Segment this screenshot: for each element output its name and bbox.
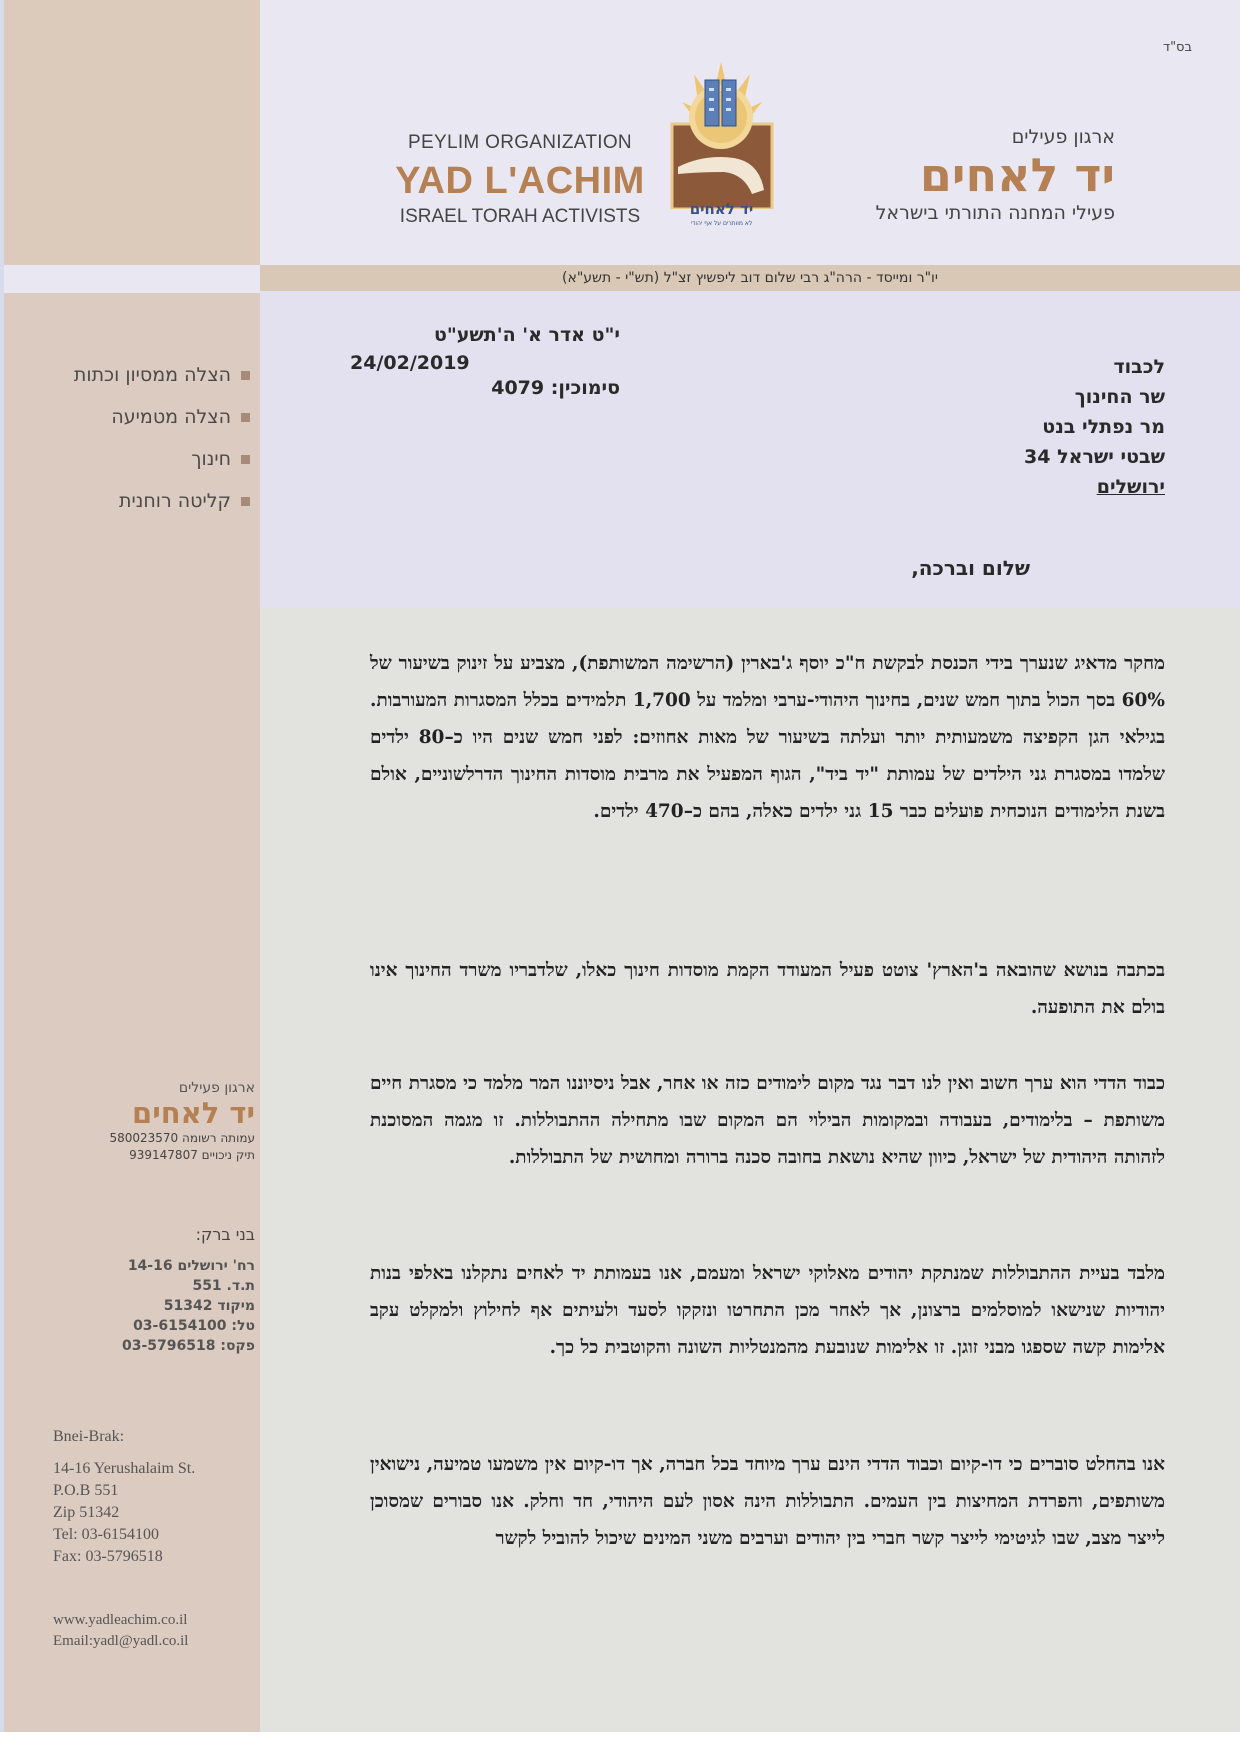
body-paragraph: מחקר מדאיג שנערך בידי הכנסת לבקשת ח"כ יוסף ג'בארין (הרשימה המשותפת), מצביע על זינוק בשיעור של 60% בסך הכול בתוך חמש שנים, בחינוך היהודי-ערבי ומלמד על 1,700 תלמידים בכלל המסגרות המעורבות. בגילאי הגן הקפיצה משמעותית יותר ועלתה בשיעור של מאות אחוזים: לפני חמש שנים היו כ–80 ילדים שלמדו במסגרת גני הילדים של עמותת "יד ביד", הגוף המפעיל את מרבית מוסדות החינוך הדרלשוניים, אולם בשנת הלימודים הנוכחית פועלים כבר 15 גני ילדים כאלה, בהם כ–470 ילדים. (370, 653, 1165, 822)
hebrew-org-label: ארגון פעילים (1011, 126, 1115, 148)
body-paragraph: כבוד הדדי הוא ערך חשוב ואין לנו דבר נגד מקום לימודים כזה או אחר, אבל ניסיוננו המר מלמד כי מסגרת חיים משותפת – בלימודים, בעבודה ובמקומות הבילוי הם המקום שבו מתחילה ההתבוללות. זו מגמה המסוכנת לזהותה היהודית של ישראל, כיוון שהיא נושאת בחובה סכנה ברורה ומחושית של התבוללות. (370, 1073, 1165, 1168)
contact-web (53, 1610, 273, 1652)
recipient-title: שר החינוך (1074, 386, 1165, 408)
sidebar-item-assimilation-rescue: הצלה מטמיעה (30, 396, 250, 438)
address-pob-en: P.O.B 551 (53, 1482, 119, 1499)
square-bullet-icon (241, 497, 250, 506)
hebrew-date: י"ט אדר א' ה'תשע"ט (433, 324, 620, 346)
recipient-city: ירושלים (1096, 476, 1165, 498)
english-org-subtitle: ISRAEL TORAH ACTIVISTS (399, 206, 641, 227)
gregorian-date: 24/02/2019 (350, 352, 470, 374)
body-paragraph: בכתבה בנושא שהובאה ב'הארץ' צוטט פעיל המעודד הקמת מוסדות חינוך כאלו, שלדבריו משרד החינוך אינו בולם את התופעה. (370, 960, 1165, 1018)
square-bullet-icon (241, 413, 250, 422)
sidebar-item-education: חינוך (30, 438, 250, 480)
date-block (350, 320, 620, 400)
sidebar-org-name: יד לאחים (132, 1096, 255, 1130)
address-tel-en: Tel: 03-6154100 (53, 1526, 159, 1543)
english-org-label: PEYLIM ORGANIZATION (408, 132, 632, 153)
sidebar-org-label: ארגון פעילים (178, 1080, 255, 1096)
address-street-he: רח' ירושלים 14-16 (127, 1258, 255, 1274)
english-brand (395, 132, 645, 228)
logo-tagline: לא מוותרים על אף יהודי (690, 220, 753, 227)
sidebar-english-address (53, 1428, 273, 1652)
english-org-name: YAD L'ACHIM (395, 160, 645, 202)
website-link[interactable]: www.yadleachim.co.il (53, 1612, 188, 1628)
hebrew-org-name: יד לאחים (919, 148, 1115, 202)
sidebar-org-block (55, 1080, 255, 1164)
header-stripe-left (4, 265, 260, 293)
address-fax-he: פקס: 03-5796518 (122, 1338, 255, 1354)
email-link[interactable]: Email:yadl@yadl.co.il (53, 1633, 189, 1649)
address-zip-he: מיקוד 51342 (163, 1298, 255, 1314)
greeting: שלום וברכה, (911, 556, 1030, 580)
address-pob-he: ת.ד. 551 (192, 1278, 255, 1294)
sidebar-item-spiritual-absorption: קליטה רוחנית (30, 480, 250, 522)
hebrew-org-subtitle: פעילי המחנה התורתי בישראל (875, 202, 1115, 224)
org-logo (664, 62, 779, 232)
address-fax-en: Fax: 03-5796518 (53, 1548, 163, 1565)
body-paragraph: אנו בהחלט סוברים כי דו-קיום וכבוד הדדי הינם ערך מיוחד בכל חברה, אך דו-קיום אין משמעו טמיעה, נישואין משותפים, והפרדת המחיצות בין העמים. התבוללות הינה אסון לעם היהודי, חד וחלק. אנו סבורים שמסוכן לייצר מצב, שבו לגיטימי לייצר קשר חברי בין יהודים וערבים משני המינים שיכול להוביל לקשר (370, 1454, 1165, 1549)
sidebar-tax-file: תיק ניכויים 939147807 (129, 1148, 255, 1162)
address-zip-en: Zip 51342 (53, 1504, 120, 1521)
address-city-he: בני ברק: (195, 1225, 255, 1244)
sidebar-hebrew-address (55, 1225, 255, 1356)
recipient-address (850, 352, 1165, 502)
address-city-en: Bnei-Brak: (53, 1428, 125, 1445)
hebrew-brand (815, 126, 1115, 224)
address-street-en: 14-16 Yerushalaim St. (53, 1460, 196, 1477)
body-paragraph: מלבד בעיית ההתבוללות שמנתקת יהודים מאלוקי ישראל ומעמם, אנו בעמותת יד לאחים נתקלנו באלפי בנות יהודיות שנישאו למוסלמים ברצונן, אך לאחר מכן התחרטו ונזקקו לסעד ולעיתים אף לחילוץ ולמקלט עקב אלימות קשה שספגו מבני זוגן. זו אלימות שנובעת מהמנטליות השונה והקוטבית כל כך. (370, 1263, 1165, 1358)
recipient-street: שבטי ישראל 34 (1024, 446, 1165, 468)
recipient-salutation: לכבוד (1113, 356, 1165, 378)
sidebar-registration-number: עמותה רשומה 580023570 (109, 1131, 255, 1145)
header-left-panel (4, 0, 260, 265)
reference-number: סימוכין: 4079 (491, 377, 620, 399)
square-bullet-icon (241, 455, 250, 464)
address-tel-he: טל: 03-6154100 (133, 1318, 255, 1334)
founder-line: יו"ר ומייסד - הרה"ג רבי שלום דוב ליפשיץ זצ"ל (תש"י - תשע"א) (562, 270, 938, 286)
bsd-mark: בס"ד (1162, 40, 1192, 55)
sidebar-item-missionary-rescue: הצלה ממסיון וכתות (30, 354, 250, 396)
square-bullet-icon (241, 371, 250, 380)
sidebar-activities-list (30, 354, 250, 522)
logo-title: יד לאחים (689, 200, 754, 218)
recipient-name: מר נפתלי בנט (1042, 416, 1165, 438)
